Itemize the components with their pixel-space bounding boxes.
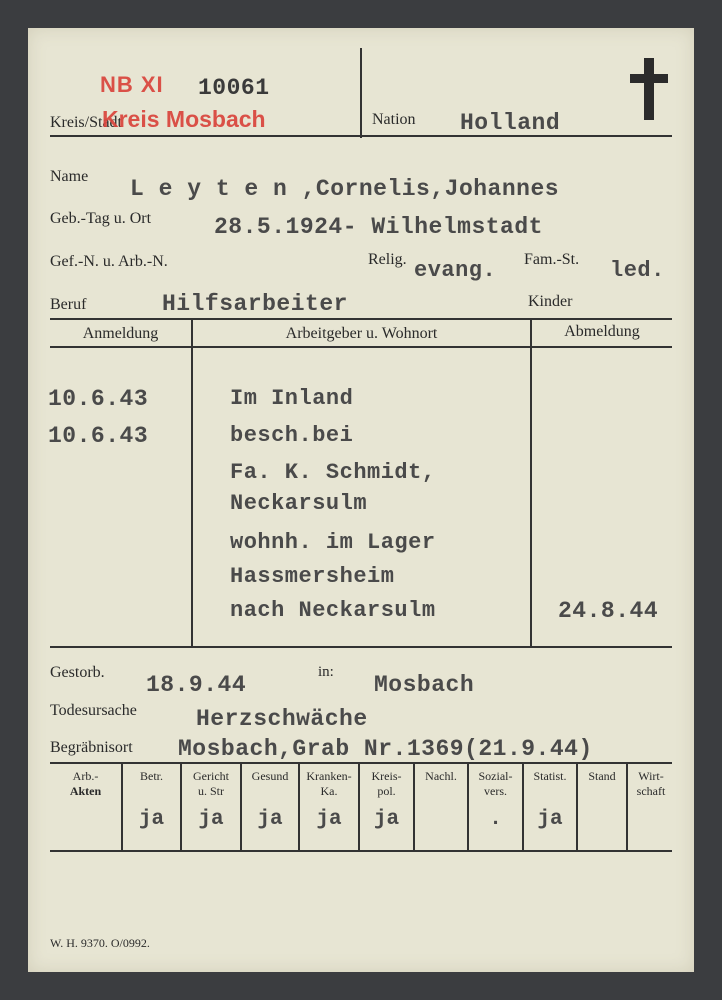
akten-value-betr: ja	[138, 808, 165, 831]
akten-col-head	[628, 769, 674, 799]
begraebnis-value: Mosbach,Grab Nr.1369(21.9.44)	[178, 736, 593, 762]
table-bottom-rule	[50, 646, 672, 648]
begraebnis-label: Begräbnisort	[50, 739, 133, 756]
akten-col-label: Betr.	[140, 769, 163, 783]
gef-label: Gef.-N. u. Arb.-N.	[50, 253, 168, 270]
akten-col-label: schaft	[636, 784, 666, 798]
birth-value: 28.5.1924- Wilhelmstadt	[214, 214, 543, 240]
akten-value-kranken: ja	[316, 808, 342, 831]
famst-label: Fam.-St.	[524, 251, 580, 268]
relig-label: Relig.	[368, 251, 407, 268]
akten-col-label: Stand	[588, 769, 616, 783]
nation-label: Nation	[372, 111, 416, 128]
kreis-stamp: Kreis Mosbach	[102, 106, 266, 132]
akten-col-head	[182, 769, 240, 799]
arbeitgeber-line: besch.bei	[230, 423, 354, 448]
abmeldung-date: 24.8.44	[558, 598, 659, 624]
header-divider	[360, 48, 362, 138]
akten-col-label: pol.	[377, 784, 396, 798]
akten-value-kreispol: ja	[373, 808, 400, 831]
arbeitgeber-line: Neckarsulm	[230, 491, 368, 516]
akten-col-head	[300, 769, 358, 799]
akten-col-label: vers.	[484, 784, 507, 798]
kreis-label: Kreis/Stadt	[50, 114, 122, 131]
akten-value-gericht: ja	[198, 808, 224, 831]
form-number: W. H. 9370. O/0992.	[50, 936, 150, 950]
akten-col-label: Sozial-	[478, 769, 513, 783]
col-abmeldung: Abmeldung	[564, 323, 640, 340]
gestorb-date: 18.9.44	[146, 672, 247, 698]
akten-value-sozial: .	[489, 808, 502, 831]
card-number: 10061	[198, 75, 270, 101]
akten-col-label: Statist.	[533, 769, 567, 783]
death-place: Mosbach	[374, 672, 475, 698]
arbeitgeber-line: nach Neckarsulm	[230, 598, 436, 623]
akten-col-label: Kreis-	[371, 769, 402, 783]
akten-value-gesund: ja	[257, 808, 283, 831]
akten-col-head	[50, 769, 121, 799]
beruf-label: Beruf	[50, 296, 87, 313]
beruf-value: Hilfsarbeiter	[162, 291, 348, 317]
arbeitgeber-line: Im Inland	[230, 386, 354, 411]
table-top-rule	[50, 318, 672, 320]
table-divider-2	[530, 318, 532, 648]
todesursache-value: Herzschwäche	[196, 706, 368, 732]
akten-col-head	[524, 769, 576, 784]
header-rule	[50, 135, 672, 137]
arbeitgeber-line: wohnh. im Lager	[230, 530, 436, 555]
akten-col-head	[415, 769, 467, 784]
relig-value: evang.	[414, 258, 497, 283]
akten-col-head	[469, 769, 522, 799]
akten-col-label: Wirt-	[638, 769, 664, 783]
akten-col-label: Akten	[69, 784, 102, 798]
akten-col-label: Nachl.	[425, 769, 457, 783]
akten-col-label: Arb.-	[72, 769, 99, 783]
arbeitgeber-line: Hassmersheim	[230, 564, 395, 589]
akten-value-statist: ja	[537, 808, 563, 831]
akten-col-head	[242, 769, 298, 784]
akten-col-head	[360, 769, 413, 799]
gestorb-label: Gestorb.	[50, 664, 105, 681]
todesursache-label: Todesursache	[50, 702, 137, 719]
birth-label: Geb.-Tag u. Ort	[50, 210, 152, 227]
cross-icon	[630, 58, 668, 120]
registration-card	[28, 28, 694, 972]
anmeldung-date-1: 10.6.43	[48, 386, 149, 412]
akten-col-label: Gericht	[193, 769, 229, 783]
akten-bottom-rule	[50, 850, 672, 852]
akten-col-label: Kranken-	[306, 769, 352, 783]
name-value: L e y t e n ,Cornelis,Johannes	[130, 176, 560, 202]
kinder-label: Kinder	[528, 293, 573, 310]
famst-value: led.	[610, 258, 665, 283]
akten-col-label: Ka.	[320, 784, 338, 798]
akten-col-label: Gesund	[251, 769, 289, 783]
col-arbeitgeber: Arbeitgeber u. Wohnort	[285, 325, 438, 342]
nation-value: Holland	[460, 110, 561, 136]
akten-top-rule	[50, 762, 672, 764]
table-header-rule	[50, 346, 672, 348]
name-label: Name	[50, 168, 89, 185]
table-divider-1	[191, 318, 193, 648]
akten-col-head	[123, 769, 180, 784]
col-anmeldung: Anmeldung	[82, 325, 159, 342]
nb-stamp: NB XI	[100, 72, 164, 97]
arbeitgeber-line: Fa. K. Schmidt,	[230, 460, 436, 485]
akten-col-head	[578, 769, 626, 784]
anmeldung-date-2: 10.6.43	[48, 423, 149, 449]
akten-col-label: u. Str	[197, 784, 224, 798]
in-label: in:	[318, 664, 334, 680]
